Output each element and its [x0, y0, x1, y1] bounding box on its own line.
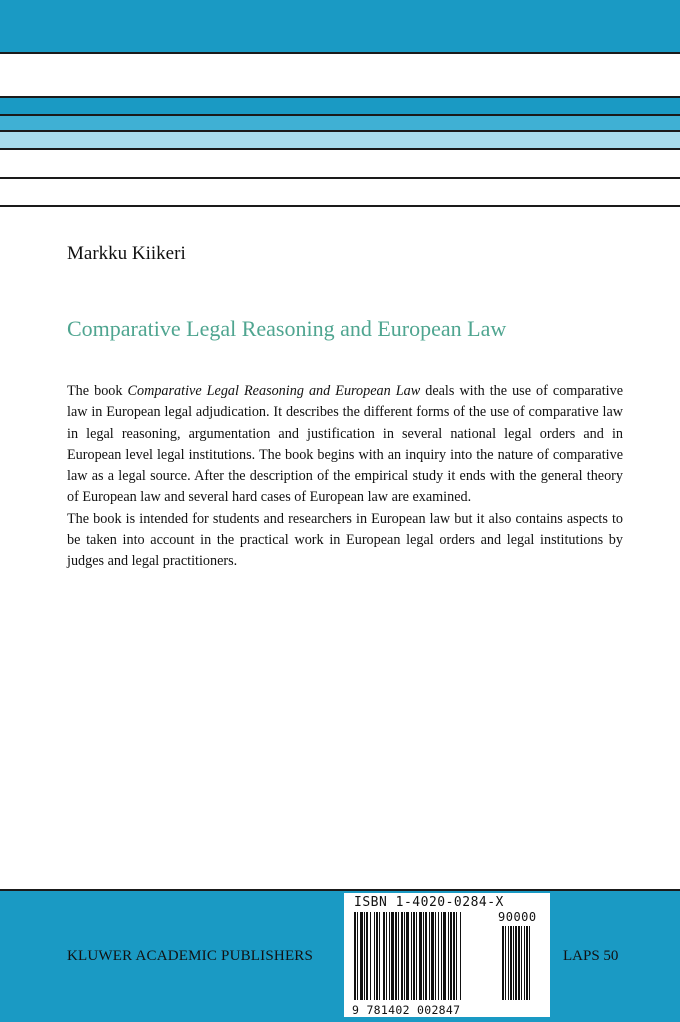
barcode-addon-bar: [508, 926, 509, 1000]
barcode-addon-bar: [518, 926, 520, 1000]
stripe-blue-1: [0, 98, 680, 114]
ean-digits: 9 781402 002847: [352, 1003, 461, 1017]
barcode-bar: [354, 912, 356, 1000]
barcode-addon-bar: [513, 926, 514, 1000]
stripe-blue-2: [0, 116, 680, 130]
top-rule-1: [0, 52, 680, 54]
barcode-bar: [438, 912, 439, 1000]
barcode-addon-bar: [510, 926, 512, 1000]
barcode-bar: [366, 912, 368, 1000]
publisher-name: KLUWER ACADEMIC PUBLISHERS: [67, 948, 314, 964]
barcode-bar: [429, 912, 430, 1000]
barcode-bar: [391, 912, 394, 1000]
barcode-bar: [413, 912, 415, 1000]
barcode-bar: [357, 912, 358, 1000]
description-paragraph-2: The book is intended for students and researchers in European law but it also contains aspects to be taken into account in the practical work in European legal orders and legal institutions by judges and legal practitioners.: [67, 510, 623, 570]
barcode-bar: [379, 912, 380, 1000]
barcode-bar: [443, 912, 446, 1000]
barcode-bar: [423, 912, 424, 1000]
footer-band: [0, 889, 680, 1022]
barcode-bar: [419, 912, 422, 1000]
description-title-italic: Comparative Legal Reasoning and European Law: [127, 383, 421, 399]
barcode-bar: [404, 912, 405, 1000]
book-title: Comparative Legal Reasoning and European Law: [67, 316, 507, 341]
barcode-bar: [448, 912, 449, 1000]
barcode-bar: [395, 912, 397, 1000]
barcode-addon-bar: [521, 926, 522, 1000]
barcode-bar: [441, 912, 442, 1000]
barcode-bar: [425, 912, 427, 1000]
barcode-bar: [383, 912, 385, 1000]
barcode-bar: [364, 912, 365, 1000]
barcode-bars: [352, 912, 542, 1004]
price-code: 90000: [498, 910, 537, 924]
barcode-bar: [374, 912, 375, 1000]
barcode-bar: [460, 912, 461, 1000]
barcode-bar: [431, 912, 434, 1000]
barcode-bar: [406, 912, 409, 1000]
barcode: [344, 893, 550, 1017]
description-paragraph-1: [67, 381, 623, 509]
book-description: [67, 381, 623, 573]
description-body: deals with the use of comparative law in European legal adjudication. It describes the different forms of the use of comparative law in legal reasoning, argumentation and justification in several national legal orders and in European level legal institutions. The book begins with an inquiry into the nature of comparative law as a legal source. After the description of the empirical study it ends with the general theory of European law and several hard cases of European law are examined.: [67, 383, 624, 506]
barcode-bar: [411, 912, 412, 1000]
barcode-addon-bar: [505, 926, 506, 1000]
barcode-bar: [398, 912, 399, 1000]
barcode-bar: [453, 912, 455, 1000]
barcode-bar: [376, 912, 378, 1000]
top-rule-6: [0, 177, 680, 179]
barcode-addon-bar: [529, 926, 530, 1000]
barcode-bar: [370, 912, 371, 1000]
barcode-bar: [456, 912, 457, 1000]
barcode-bar: [389, 912, 390, 1000]
author-name: Markku Kiikeri: [67, 243, 186, 264]
barcode-bar: [401, 912, 403, 1000]
isbn-label: ISBN 1-4020-0284-X: [354, 895, 504, 910]
barcode-bar: [360, 912, 363, 1000]
barcode-addon-bar: [524, 926, 525, 1000]
barcode-bar: [416, 912, 417, 1000]
stripe-light-blue: [0, 132, 680, 148]
barcode-bar: [386, 912, 387, 1000]
top-rule-5: [0, 148, 680, 150]
series-number: LAPS 50: [563, 948, 619, 964]
barcode-bar: [450, 912, 452, 1000]
barcode-addon-bar: [526, 926, 528, 1000]
top-blue-band: [0, 0, 680, 52]
barcode-addon-bar: [515, 926, 517, 1000]
description-intro: The book: [67, 383, 128, 399]
barcode-addon-bar: [502, 926, 504, 1000]
top-rule-7: [0, 205, 680, 207]
barcode-bar: [435, 912, 436, 1000]
